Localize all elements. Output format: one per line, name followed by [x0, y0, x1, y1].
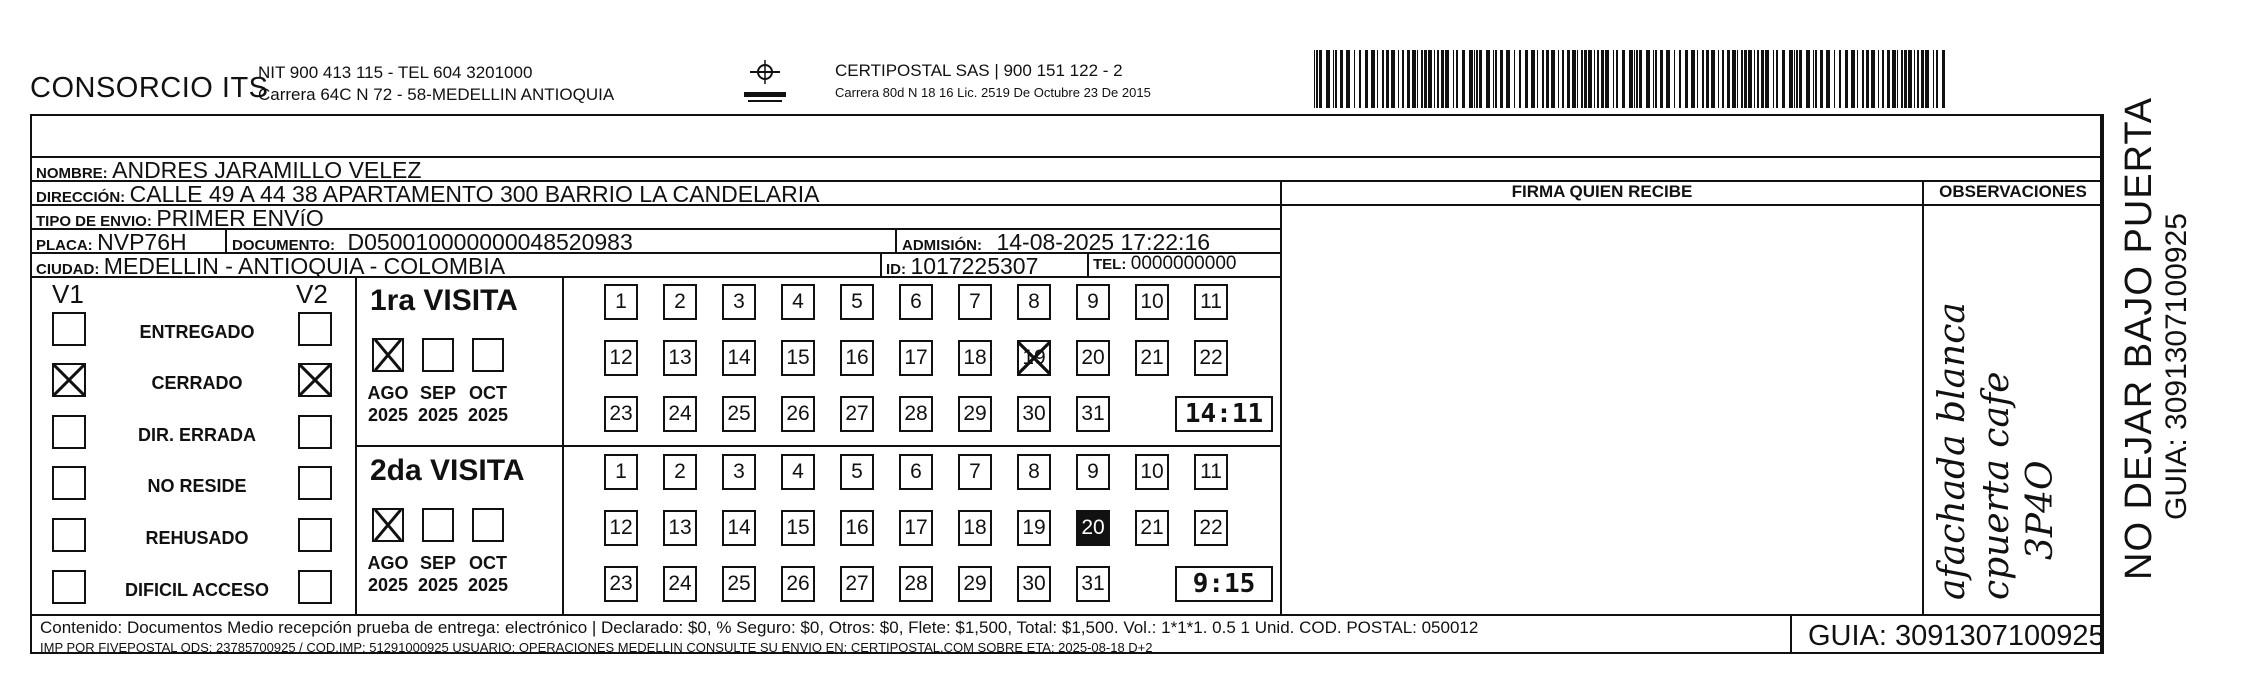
barcode-bar — [1506, 50, 1510, 108]
day-box[interactable]: 5 — [840, 454, 874, 490]
day-box[interactable]: 24 — [663, 396, 697, 432]
barcode-bar — [1679, 50, 1681, 108]
barcode — [1314, 50, 1950, 108]
obs-divider — [1922, 180, 1924, 614]
no-dejar-bajo-puerta: NO DEJAR BAJO PUERTA — [2118, 96, 2160, 580]
admision-label: ADMISIÓN: — [902, 237, 982, 254]
v1-checkbox[interactable] — [52, 363, 86, 397]
barcode-bar — [1917, 50, 1919, 108]
day-box[interactable]: 3 — [722, 284, 756, 320]
day-box[interactable]: 30 — [1017, 566, 1051, 602]
barcode-bar — [1531, 50, 1535, 108]
barcode-bar — [1514, 50, 1515, 108]
barcode-bar — [1857, 50, 1858, 108]
barcode-bar — [1697, 50, 1698, 108]
barcode-bar — [1424, 50, 1427, 108]
day-box[interactable]: 16 — [840, 510, 874, 546]
barcode-bar — [1486, 50, 1490, 108]
month-year: 2025 — [467, 405, 509, 425]
barcode-bar — [1382, 50, 1384, 108]
day-box[interactable]: 7 — [958, 454, 992, 490]
barcode-bar — [1629, 50, 1633, 108]
id-row — [886, 253, 1038, 280]
tipo-value: PRIMER ENVíO — [156, 205, 324, 231]
barcode-bar — [1882, 50, 1884, 108]
day-box[interactable]: 27 — [840, 566, 874, 602]
barcode-bar — [1634, 50, 1635, 108]
status-reason-label: ENTREGADO — [139, 322, 255, 342]
barcode-bar — [1674, 50, 1675, 108]
direccion-row — [36, 181, 820, 208]
placa-row — [36, 229, 187, 256]
certipostal-info — [835, 60, 1151, 104]
day-box[interactable]: 8 — [1017, 454, 1051, 490]
barcode-bar — [1646, 50, 1650, 108]
barcode-bar — [1346, 50, 1350, 108]
visit-title: 2da VISITA — [370, 454, 525, 487]
month-label — [410, 552, 466, 596]
cell-divider — [895, 228, 897, 252]
barcode-bar — [1908, 50, 1912, 108]
visit-divider — [355, 445, 1280, 447]
month-checkbox[interactable] — [372, 508, 404, 542]
barcode-bar — [1799, 50, 1802, 108]
side-guia: GUIA: 3091307100925 — [2160, 213, 2193, 520]
barcode-bar — [1594, 50, 1595, 108]
company-info — [258, 62, 614, 106]
v1-label: V1 — [52, 279, 84, 309]
direccion-value: CALLE 49 A 44 38 APARTAMENTO 300 BARRIO LA CANDELARIA — [129, 181, 820, 207]
barcode-bar — [1525, 50, 1528, 108]
month-name: AGO — [367, 383, 409, 403]
barcode-bar — [1702, 50, 1704, 108]
placa-value: NVP76H — [97, 229, 187, 255]
barcode-bar — [1636, 50, 1638, 108]
month-checkbox[interactable] — [472, 338, 504, 372]
status-reason-label: CERRADO — [151, 373, 243, 393]
certipostal-license: Carrera 80d N 18 16 Lic. 2519 De Octubre 23 De 2015 — [835, 85, 1151, 100]
v2-checkbox[interactable] — [298, 518, 332, 552]
barcode-bar — [1794, 50, 1795, 108]
day-box[interactable]: 20 — [1076, 340, 1110, 376]
guia-divider — [1790, 614, 1792, 654]
barcode-bar — [1754, 50, 1755, 108]
month-checkbox[interactable] — [422, 508, 454, 542]
day-box[interactable]: 18 — [958, 510, 992, 546]
tel-row — [1093, 253, 1236, 275]
barcode-bar — [1613, 50, 1614, 108]
barcode-bar — [1933, 50, 1934, 108]
barcode-bar — [1727, 50, 1730, 108]
barcode-bar — [1340, 50, 1343, 108]
day-box[interactable]: 13 — [663, 510, 697, 546]
admision-value: 14-08-2025 17:22:16 — [996, 229, 1211, 255]
barcode-bar — [1500, 50, 1503, 108]
barcode-bar — [1493, 50, 1494, 108]
barcode-bar — [1474, 50, 1475, 108]
month-checkbox[interactable] — [372, 338, 404, 372]
day-box[interactable]: 23 — [604, 566, 638, 602]
barcode-bar — [1718, 50, 1719, 108]
month-year: 2025 — [417, 405, 459, 425]
day-box[interactable]: 23 — [604, 396, 638, 432]
barcode-bar — [1365, 50, 1368, 108]
day-box[interactable]: 18 — [958, 340, 992, 376]
barcode-bar — [1421, 50, 1423, 108]
contenido-line: Contenido: Documentos Medio recepción prueba de entrega: electrónico | Declarado: $0, % Seguro: $0, Otros: $0, Flete: $1,500, Total: $1,500. Vol.: 1*1*1. 0.5 1 Unid. COD. POSTAL: 050012 — [40, 618, 1479, 637]
barcode-bar — [1386, 50, 1389, 108]
month-name: SEP — [419, 553, 457, 573]
barcode-bar — [1542, 50, 1544, 108]
barcode-bar — [1845, 50, 1848, 108]
month-year: 2025 — [367, 575, 409, 595]
ciudad-row — [36, 253, 505, 280]
day-box[interactable]: 29 — [958, 566, 992, 602]
barcode-bar — [1806, 50, 1810, 108]
status-reason-label: REHUSADO — [145, 528, 249, 548]
barcode-bar — [1685, 50, 1688, 108]
month-year: 2025 — [417, 575, 459, 595]
day-box[interactable]: 11 — [1194, 284, 1228, 320]
day-box[interactable]: 20 — [1076, 510, 1110, 546]
documento-label: DOCUMENTO: — [232, 237, 336, 254]
barcode-bar — [1462, 50, 1465, 108]
day-box[interactable]: 2 — [663, 284, 697, 320]
barcode-bar — [1782, 50, 1785, 108]
barcode-bar — [1391, 50, 1395, 108]
barcode-bar — [1588, 50, 1592, 108]
barcode-bar — [1469, 50, 1473, 108]
nombre-value: ANDRES JARAMILLO VELEZ — [112, 157, 422, 183]
day-box[interactable]: 1 — [604, 454, 638, 490]
barcode-bar — [1897, 50, 1898, 108]
barcode-bar — [1333, 50, 1334, 108]
id-label: ID: — [886, 261, 906, 278]
barcode-bar — [1359, 50, 1361, 108]
month-label — [360, 382, 416, 426]
v2-checkbox[interactable] — [298, 312, 332, 346]
barcode-bar — [1815, 50, 1817, 108]
day-box[interactable]: 2 — [663, 454, 697, 490]
barcode-bar — [1577, 50, 1578, 108]
barcode-bar — [1871, 50, 1875, 108]
day-box[interactable]: 5 — [840, 284, 874, 320]
observaciones-line: 3P4O — [2020, 460, 2061, 560]
v2-checkbox[interactable] — [298, 466, 332, 500]
tel-value: 0000000000 — [1130, 253, 1237, 274]
firma-header: FIRMA QUIEN RECIBE — [1511, 182, 1693, 201]
visit-title: 1ra VISITA — [370, 284, 518, 317]
month-year: 2025 — [467, 575, 509, 595]
barcode-bar — [1495, 50, 1497, 108]
barcode-bar — [1878, 50, 1879, 108]
barcode-bar — [1904, 50, 1907, 108]
nombre-label: NOMBRE: — [36, 165, 108, 182]
day-box[interactable]: 12 — [604, 340, 638, 376]
barcode-bar — [1653, 50, 1654, 108]
day-box[interactable]: 1 — [604, 284, 638, 320]
status-reason-label: DIR. ERRADA — [137, 425, 256, 445]
day-box[interactable]: 6 — [899, 284, 933, 320]
v2-label: V2 — [296, 279, 328, 309]
cell-divider — [880, 252, 882, 276]
barcode-bar — [1562, 50, 1564, 108]
barcode-bar — [1711, 50, 1715, 108]
barcode-bar — [1597, 50, 1599, 108]
observaciones-line: cpuerta cafe — [1976, 371, 2017, 600]
barcode-bar — [1773, 50, 1774, 108]
barcode-bar — [1326, 50, 1330, 108]
day-box[interactable]: 31 — [1076, 566, 1110, 602]
barcode-bar — [1572, 50, 1576, 108]
visit-time: 9:15 — [1175, 566, 1273, 602]
barcode-bar — [1441, 50, 1444, 108]
day-box[interactable]: 19 — [1017, 340, 1051, 376]
barcode-bar — [1851, 50, 1855, 108]
day-box[interactable]: 28 — [899, 566, 933, 602]
barcode-bar — [1722, 50, 1724, 108]
barcode-bar — [1914, 50, 1915, 108]
v2-checkbox[interactable] — [298, 363, 332, 397]
nit-line: NIT 900 413 115 - TEL 604 3201000 — [258, 63, 533, 82]
barcode-bar — [1901, 50, 1903, 108]
documento-row — [232, 229, 633, 256]
address-line: Carrera 64C N 72 - 58-MEDELLIN ANTIOQUIA — [258, 85, 615, 104]
day-box[interactable]: 10 — [1135, 284, 1169, 320]
visit-time: 14:11 — [1175, 396, 1273, 432]
placa-label: PLACA: — [36, 237, 93, 254]
v2-checkbox[interactable] — [298, 415, 332, 449]
barcode-bar — [1398, 50, 1399, 108]
barcode-bar — [1335, 50, 1337, 108]
day-box[interactable]: 28 — [899, 396, 933, 432]
barcode-bar — [1456, 50, 1458, 108]
barcode-bar — [1820, 50, 1823, 108]
day-box[interactable]: 27 — [840, 396, 874, 432]
impresion-line: IMP POR FIVEPOSTAL ODS: 23785700925 / COD.IMP: 51291000925 USUARIO: OPERACIONES MEDELLIN CONSULTE SU ENVIO EN: CERTIPOSTAL.COM SOBRE ETA: 2025-08-18 D+2 — [40, 640, 1153, 655]
month-checkbox[interactable] — [422, 338, 454, 372]
day-box[interactable]: 8 — [1017, 284, 1051, 320]
day-box[interactable]: 21 — [1135, 510, 1169, 546]
day-box[interactable]: 26 — [781, 566, 815, 602]
month-checkbox[interactable] — [472, 508, 504, 542]
barcode-bar — [1761, 50, 1764, 108]
day-box[interactable]: 12 — [604, 510, 638, 546]
barcode-bar — [1866, 50, 1869, 108]
barcode-bar — [1639, 50, 1642, 108]
barcode-bar — [1660, 50, 1663, 108]
certipostal-line: CERTIPOSTAL SAS | 900 151 122 - 2 — [835, 61, 1123, 80]
day-box[interactable]: 6 — [899, 454, 933, 490]
status-reason-label: NO RESIDE — [147, 476, 247, 496]
barcode-bar — [1616, 50, 1618, 108]
barcode-bar — [1765, 50, 1769, 108]
month-label — [460, 382, 516, 426]
barcode-bar — [1826, 50, 1830, 108]
certipostal-logo-icon — [730, 56, 800, 108]
admision-row — [902, 229, 1210, 256]
barcode-bar — [1605, 50, 1609, 108]
day-box[interactable]: 31 — [1076, 396, 1110, 432]
barcode-bar — [1691, 50, 1695, 108]
observaciones-line: afachada blanca — [1932, 302, 1973, 600]
ciudad-value: MEDELLIN - ANTIOQUIA - COLOMBIA — [103, 253, 506, 279]
barcode-bar — [1925, 50, 1929, 108]
barcode-bar — [1434, 50, 1435, 108]
barcode-bar — [1551, 50, 1555, 108]
day-box[interactable]: 29 — [958, 396, 992, 432]
barcode-bar — [1737, 50, 1738, 108]
day-box[interactable]: 17 — [899, 340, 933, 376]
barcode-bar — [1757, 50, 1759, 108]
barcode-bar — [1744, 50, 1747, 108]
day-box[interactable]: 25 — [722, 396, 756, 432]
day-box[interactable]: 16 — [840, 340, 874, 376]
documento-value: D050010000000048520983 — [347, 229, 633, 255]
v1-checkbox[interactable] — [52, 312, 86, 346]
barcode-bar — [1407, 50, 1410, 108]
barcode-bar — [1537, 50, 1538, 108]
barcode-bar — [1354, 50, 1355, 108]
barcode-bar — [1666, 50, 1670, 108]
day-box[interactable]: 3 — [722, 454, 756, 490]
v1-checkbox[interactable] — [52, 415, 86, 449]
month-name: OCT — [469, 383, 507, 403]
barcode-bar — [1732, 50, 1736, 108]
barcode-bar — [1546, 50, 1549, 108]
obs-header-divider — [1922, 204, 2102, 206]
nombre-row — [36, 157, 421, 184]
id-value: 1017225307 — [910, 253, 1039, 279]
barcode-bar — [1892, 50, 1896, 108]
tipo-row — [36, 205, 324, 232]
barcode-bar — [1942, 50, 1945, 108]
barcode-bar — [1839, 50, 1841, 108]
barcode-bar — [1813, 50, 1814, 108]
month-label — [360, 552, 416, 596]
day-box[interactable]: 19 — [1017, 510, 1051, 546]
barcode-bar — [1479, 50, 1482, 108]
v1-checkbox[interactable] — [52, 518, 86, 552]
barcode-bar — [1314, 50, 1315, 108]
firma-divider — [1280, 180, 1282, 614]
day-box[interactable]: 14 — [722, 340, 756, 376]
barcode-bar — [1412, 50, 1416, 108]
observaciones-header: OBSERVACIONES — [1939, 182, 2087, 201]
day-box[interactable]: 30 — [1017, 396, 1051, 432]
day-box[interactable]: 11 — [1194, 454, 1228, 490]
barcode-bar — [1834, 50, 1835, 108]
barcode-bar — [1371, 50, 1375, 108]
barcode-bar — [1706, 50, 1709, 108]
month-label — [460, 552, 516, 596]
barcode-bar — [1601, 50, 1604, 108]
barcode-bar — [1567, 50, 1570, 108]
barcode-bar — [1445, 50, 1449, 108]
day-box[interactable]: 26 — [781, 396, 815, 432]
barcode-bar — [1921, 50, 1924, 108]
tel-label: TEL: — [1093, 256, 1127, 273]
barcode-bar — [1428, 50, 1432, 108]
tipo-label: TIPO DE ENVIO: — [36, 213, 152, 230]
month-name: OCT — [469, 553, 507, 573]
barcode-bar — [1887, 50, 1890, 108]
right-edge — [2102, 114, 2104, 654]
day-box[interactable]: 9 — [1076, 284, 1110, 320]
status-reason-label: DIFICIL ACCESO — [124, 580, 269, 600]
barcode-bar — [1741, 50, 1743, 108]
day-box[interactable]: 22 — [1194, 340, 1228, 376]
day-box[interactable]: 13 — [663, 340, 697, 376]
v2-checkbox[interactable] — [298, 570, 332, 604]
day-box[interactable]: 25 — [722, 566, 756, 602]
barcode-bar — [1377, 50, 1378, 108]
v1-checkbox[interactable] — [52, 570, 86, 604]
barcode-bar — [1319, 50, 1322, 108]
guia-number: GUIA: 3091307100925 — [1808, 620, 2105, 652]
day-box[interactable]: 24 — [663, 566, 697, 602]
day-box[interactable]: 10 — [1135, 454, 1169, 490]
day-box[interactable]: 15 — [781, 510, 815, 546]
v1-checkbox[interactable] — [52, 466, 86, 500]
barcode-bar — [1655, 50, 1657, 108]
day-box[interactable]: 22 — [1194, 510, 1228, 546]
direccion-label: DIRECCIÓN: — [36, 189, 126, 206]
brand-name: CONSORCIO ITS — [30, 72, 269, 104]
barcode-bar — [1936, 50, 1938, 108]
day-box[interactable]: 15 — [781, 340, 815, 376]
barcode-bar — [1437, 50, 1439, 108]
month-name: SEP — [419, 383, 457, 403]
barcode-bar — [1581, 50, 1583, 108]
day-box[interactable]: 4 — [781, 454, 815, 490]
barcode-bar — [1789, 50, 1793, 108]
day-box[interactable]: 21 — [1135, 340, 1169, 376]
month-name: AGO — [367, 553, 409, 573]
day-box[interactable]: 17 — [899, 510, 933, 546]
barcode-bar — [1796, 50, 1798, 108]
month-year: 2025 — [367, 405, 409, 425]
month-label — [410, 382, 466, 426]
barcode-bar — [1862, 50, 1864, 108]
day-box[interactable]: 4 — [781, 284, 815, 320]
barcode-bar — [1584, 50, 1587, 108]
barcode-bar — [1776, 50, 1778, 108]
day-box[interactable]: 7 — [958, 284, 992, 320]
barcode-bar — [1748, 50, 1752, 108]
barcode-bar — [1558, 50, 1559, 108]
barcode-bar — [1519, 50, 1521, 108]
day-box[interactable]: 9 — [1076, 454, 1110, 490]
barcode-bar — [1402, 50, 1404, 108]
barcode-bar — [1476, 50, 1478, 108]
ciudad-label: CIUDAD: — [36, 261, 100, 278]
barcode-bar — [1316, 50, 1318, 108]
barcode-bar — [1622, 50, 1625, 108]
day-box[interactable]: 14 — [722, 510, 756, 546]
barcode-bar — [1417, 50, 1418, 108]
barcode-bar — [1453, 50, 1454, 108]
